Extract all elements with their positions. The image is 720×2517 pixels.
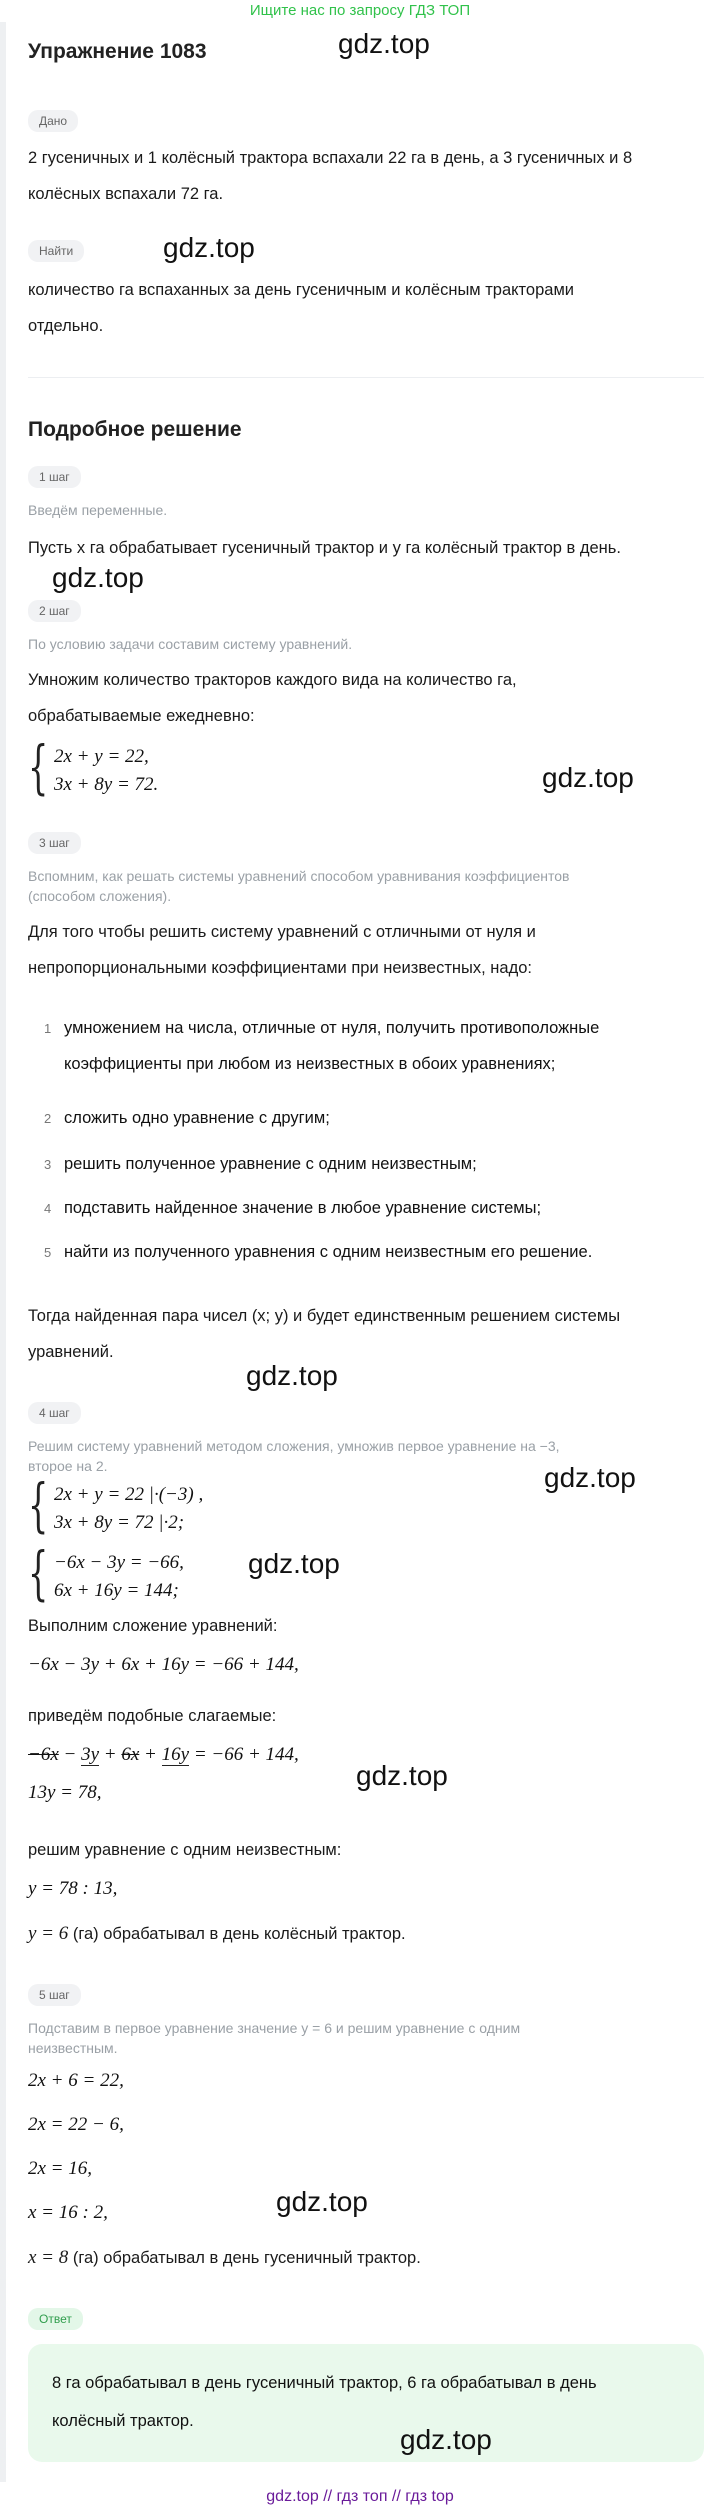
watermark: gdz.top: [356, 1760, 448, 1791]
given-line-1: 2 гусеничных и 1 колёсный трактора вспахали 22 га в день, а 3 гусеничных и 8: [28, 149, 633, 167]
step-5-result: x = 8 (га) обрабатывал в день гусеничный трактор.: [28, 2247, 421, 2268]
step-2-text-1: Умножим количество тракторов каждого вида на количество га,: [28, 671, 517, 689]
watermark: gdz.top: [246, 1360, 338, 1391]
underlined-term: 3y: [81, 1744, 100, 1765]
list-item: 4 подставить найденное значение в любое уравнение системы;: [44, 1199, 542, 1217]
watermark: gdz.top: [163, 232, 255, 263]
given-line-2: колёсных вспахали 72 га.: [28, 185, 224, 203]
step-2-badge: [28, 600, 81, 622]
list-item: 1 умножением на числа, отличные от нуля, получить противоположные: [44, 1019, 600, 1037]
watermark: gdz.top: [544, 1462, 636, 1493]
system-2-eq-2: 3x + 8y = 72 |·2;: [54, 1512, 185, 1533]
step-1-text: Пусть x га обрабатывает гусеничный трактор и y га колёсный трактор в день.: [28, 539, 621, 557]
watermark: gdz.top: [338, 28, 430, 59]
answer-text: [52, 2364, 672, 2440]
find-line-2: отдельно.: [28, 317, 104, 335]
step-5-label: 5 шаг: [28, 1984, 81, 2006]
section-divider: [28, 377, 704, 378]
find-label: Найти: [28, 240, 84, 262]
step-3-conclusion-1: Тогда найденная пара чисел (x; y) и будет единственным решением системы: [28, 1307, 621, 1325]
system-2: [28, 1471, 368, 1540]
system-3-eq-1: −6x − 3y = −66,: [54, 1552, 184, 1573]
step-2-hint: По условию задачи составим систему уравнений.: [28, 636, 353, 652]
find-line-1: количество га вспаханных за день гусеничным и колёсным тракторами: [28, 281, 575, 299]
step-4-text-3: решим уравнение с одним неизвестным:: [28, 1841, 342, 1859]
find-badge: [28, 240, 84, 262]
list-item-text: умножением на числа, отличные от нуля, получить противоположные: [64, 1019, 600, 1037]
search-hint-banner[interactable]: Ищите нас по запросу ГДЗ ТОП: [249, 2, 471, 19]
list-item: 2 сложить одно уравнение с другим;: [44, 1109, 330, 1127]
step-3-text-1: Для того чтобы решить систему уравнений с отличными от нуля и: [28, 923, 536, 941]
system-3-eq-2: 6x + 16y = 144;: [54, 1580, 179, 1601]
step-4-result: y = 6 (га) обрабатывал в день колёсный трактор.: [28, 1923, 406, 1944]
step-3-hint-2: (способом сложения).: [28, 888, 172, 904]
step-2-text-2: обрабатываемые ежедневно:: [28, 707, 255, 725]
given-label: Дано: [28, 110, 78, 132]
step-5-badge: [28, 1984, 81, 2006]
step-4-eq-2: −6x − 3y + 6x + 16y = −66 + 144,: [28, 1744, 299, 1765]
step-4-eq-1: −6x − 3y + 6x + 16y = −66 + 144,: [28, 1654, 299, 1675]
step-4-eq-4: y = 78 : 13,: [28, 1878, 118, 1899]
step-5-eq-1: 2x + 6 = 22,: [28, 2070, 124, 2091]
list-item: 5 найти из полученного уравнения с одним неизвестным его решение.: [44, 1243, 593, 1261]
list-item-continuation: коэффициенты при любом из неизвестных в обоих уравнениях;: [64, 1055, 556, 1073]
step-5-eq-2: 2x = 22 − 6,: [28, 2114, 124, 2135]
step-1-badge: [28, 466, 81, 488]
system-brace: {: [28, 733, 49, 801]
step-4-eq-3: 13y = 78,: [28, 1782, 102, 1803]
cancelled-term: 6x: [121, 1744, 140, 1765]
step-3-badge: [28, 832, 81, 854]
step-5-eq-4: x = 16 : 2,: [28, 2202, 108, 2223]
step-4-hint-2: второе на 2.: [28, 1458, 108, 1474]
system-brace: {: [28, 1539, 49, 1607]
list-item-text: найти из полученного уравнения с одним неизвестным его решение.: [64, 1243, 593, 1261]
step-3-hint-1: Вспомним, как решать системы уравнений способом уравнивания коэффициентов: [28, 868, 570, 884]
step-1-label: 1 шаг: [28, 466, 81, 488]
answer-badge: [28, 2308, 83, 2330]
step-4-label: 4 шаг: [28, 1402, 81, 1424]
step-1-hint: Введём переменные.: [28, 502, 168, 518]
step-3-label: 3 шаг: [28, 832, 81, 854]
system-1-eq-2: 3x + 8y = 72.: [54, 774, 159, 795]
list-item-text: решить полученное уравнение с одним неизвестным;: [64, 1155, 477, 1173]
underlined-term: 16y: [161, 1744, 190, 1765]
step-5-hint-2: неизвестным.: [28, 2040, 118, 2056]
step-4-hint-1: Решим систему уравнений методом сложения, умножив первое уравнение на −3,: [28, 1438, 560, 1454]
watermark: gdz.top: [542, 762, 634, 793]
step-3-conclusion-2: уравнений.: [28, 1343, 114, 1361]
cancelled-term: −6x: [28, 1744, 59, 1765]
list-item: 3 решить полученное уравнение с одним неизвестным;: [44, 1155, 477, 1173]
step-4-text-1: Выполним сложение уравнений:: [28, 1617, 278, 1635]
answer-box: [28, 2344, 704, 2462]
system-1-eq-1: 2x + y = 22,: [54, 746, 149, 767]
answer-label: Ответ: [28, 2308, 83, 2330]
left-edge-bar: [0, 22, 6, 2482]
given-badge: [28, 110, 78, 132]
list-item-text: подставить найденное значение в любое уравнение системы;: [64, 1199, 542, 1217]
system-brace: {: [28, 1471, 49, 1539]
answer-line-2: колёсный трактор.: [52, 2412, 194, 2430]
footer-links[interactable]: gdz.top // гдз топ // гдз top: [266, 2488, 454, 2505]
answer-line-1: 8 га обрабатывал в день гусеничный трактор, 6 га обрабатывал в день: [52, 2374, 597, 2392]
watermark: gdz.top: [400, 2424, 492, 2455]
solution-title: Подробное решение: [28, 418, 242, 441]
step-4-text-2: приведём подобные слагаемые:: [28, 1707, 277, 1725]
system-2-eq-1: 2x + y = 22 |·(−3) ,: [54, 1484, 204, 1505]
step-4-badge: [28, 1402, 81, 1424]
watermark: gdz.top: [52, 562, 144, 593]
watermark: gdz.top: [276, 2186, 368, 2217]
step-5-eq-3: 2x = 16,: [28, 2158, 93, 2179]
system-1: [28, 733, 328, 802]
step-5-hint-1: Подставим в первое уравнение значение y = 6 и решим уравнение с одним: [28, 2020, 521, 2036]
step-3-text-2: непропорциональными коэффициентами при неизвестных, надо:: [28, 959, 532, 977]
list-item-text: сложить одно уравнение с другим;: [64, 1109, 330, 1127]
exercise-title: Упражнение 1083: [28, 40, 207, 63]
step-2-label: 2 шаг: [28, 600, 81, 622]
watermark: gdz.top: [248, 1548, 340, 1579]
